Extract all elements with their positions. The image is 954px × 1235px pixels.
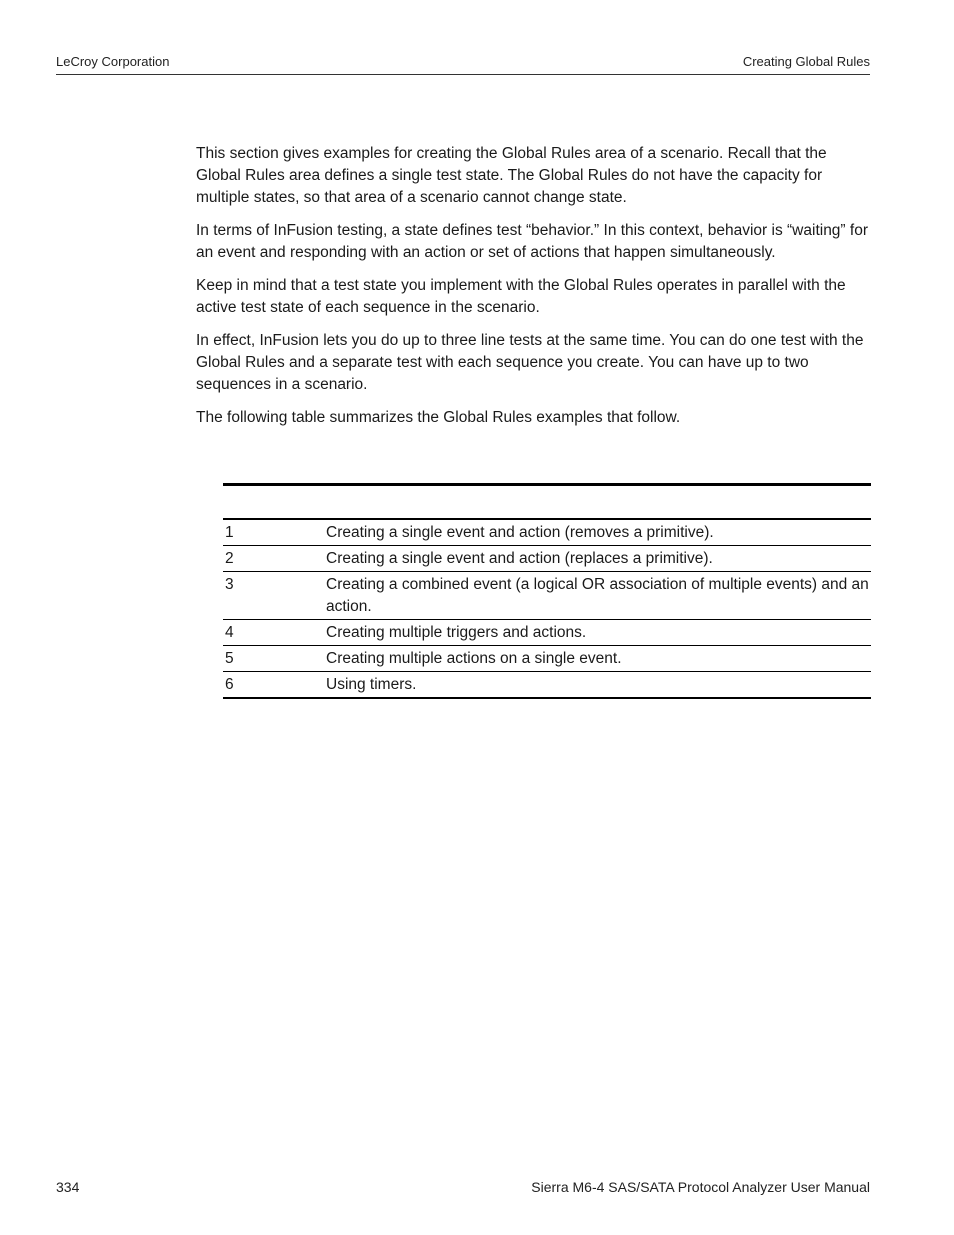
header-divider [56, 74, 870, 75]
paragraph-parallel: Keep in mind that a test state you implement with the Global Rules operates in parallel with the active test state of each sequence in the scenario. [196, 277, 846, 316]
table-row [223, 546, 871, 572]
table-row [223, 646, 871, 672]
example-description: Using timers. [326, 676, 417, 693]
table-row [223, 519, 871, 546]
example-number: 3 [225, 576, 234, 593]
examples-table [223, 483, 871, 699]
table-row [223, 572, 871, 620]
example-number: 4 [225, 624, 234, 641]
examples-table-grid [223, 518, 871, 699]
table-row [223, 620, 871, 646]
example-description: Creating a single event and action (replaces a primitive). [326, 550, 713, 567]
running-header-section: Creating Global Rules [742, 54, 870, 69]
table-row [223, 672, 871, 699]
example-description: Creating a combined event (a logical OR association of multiple events) and an action. [326, 576, 869, 615]
example-number: 5 [225, 650, 234, 667]
paragraph-line-tests: In effect, InFusion lets you do up to three line tests at the same time. You can do one test with the Global Rules and a separate test with each sequence you create. You can have up to two sequences in a scenario. [196, 332, 864, 393]
paragraph-intro: This section gives examples for creating the Global Rules area of a scenario. Recall that the Global Rules area defines a single test state. The Global Rules do not have the capacity for multiple states, so that area of a scenario cannot change state. [196, 145, 827, 206]
table-header [223, 486, 871, 518]
paragraph-table-intro: The following table summarizes the Global Rules examples that follow. [196, 409, 681, 426]
example-number: 6 [225, 676, 234, 693]
example-description: Creating a single event and action (removes a primitive). [326, 524, 714, 541]
running-footer-title: Sierra M6-4 SAS/SATA Protocol Analyzer User Manual [531, 1179, 870, 1195]
example-number: 1 [225, 524, 234, 541]
paragraph-state-behavior: In terms of InFusion testing, a state defines test “behavior.” In this context, behavior is “waiting” for an event and responding with an action or set of actions that happen simultaneously. [196, 222, 868, 261]
example-number: 2 [225, 550, 234, 567]
page-number: 334 [56, 1179, 80, 1195]
body-text [196, 143, 870, 440]
example-description: Creating multiple triggers and actions. [326, 624, 587, 641]
running-header-company: LeCroy Corporation [56, 54, 170, 69]
example-description: Creating multiple actions on a single event. [326, 650, 622, 667]
